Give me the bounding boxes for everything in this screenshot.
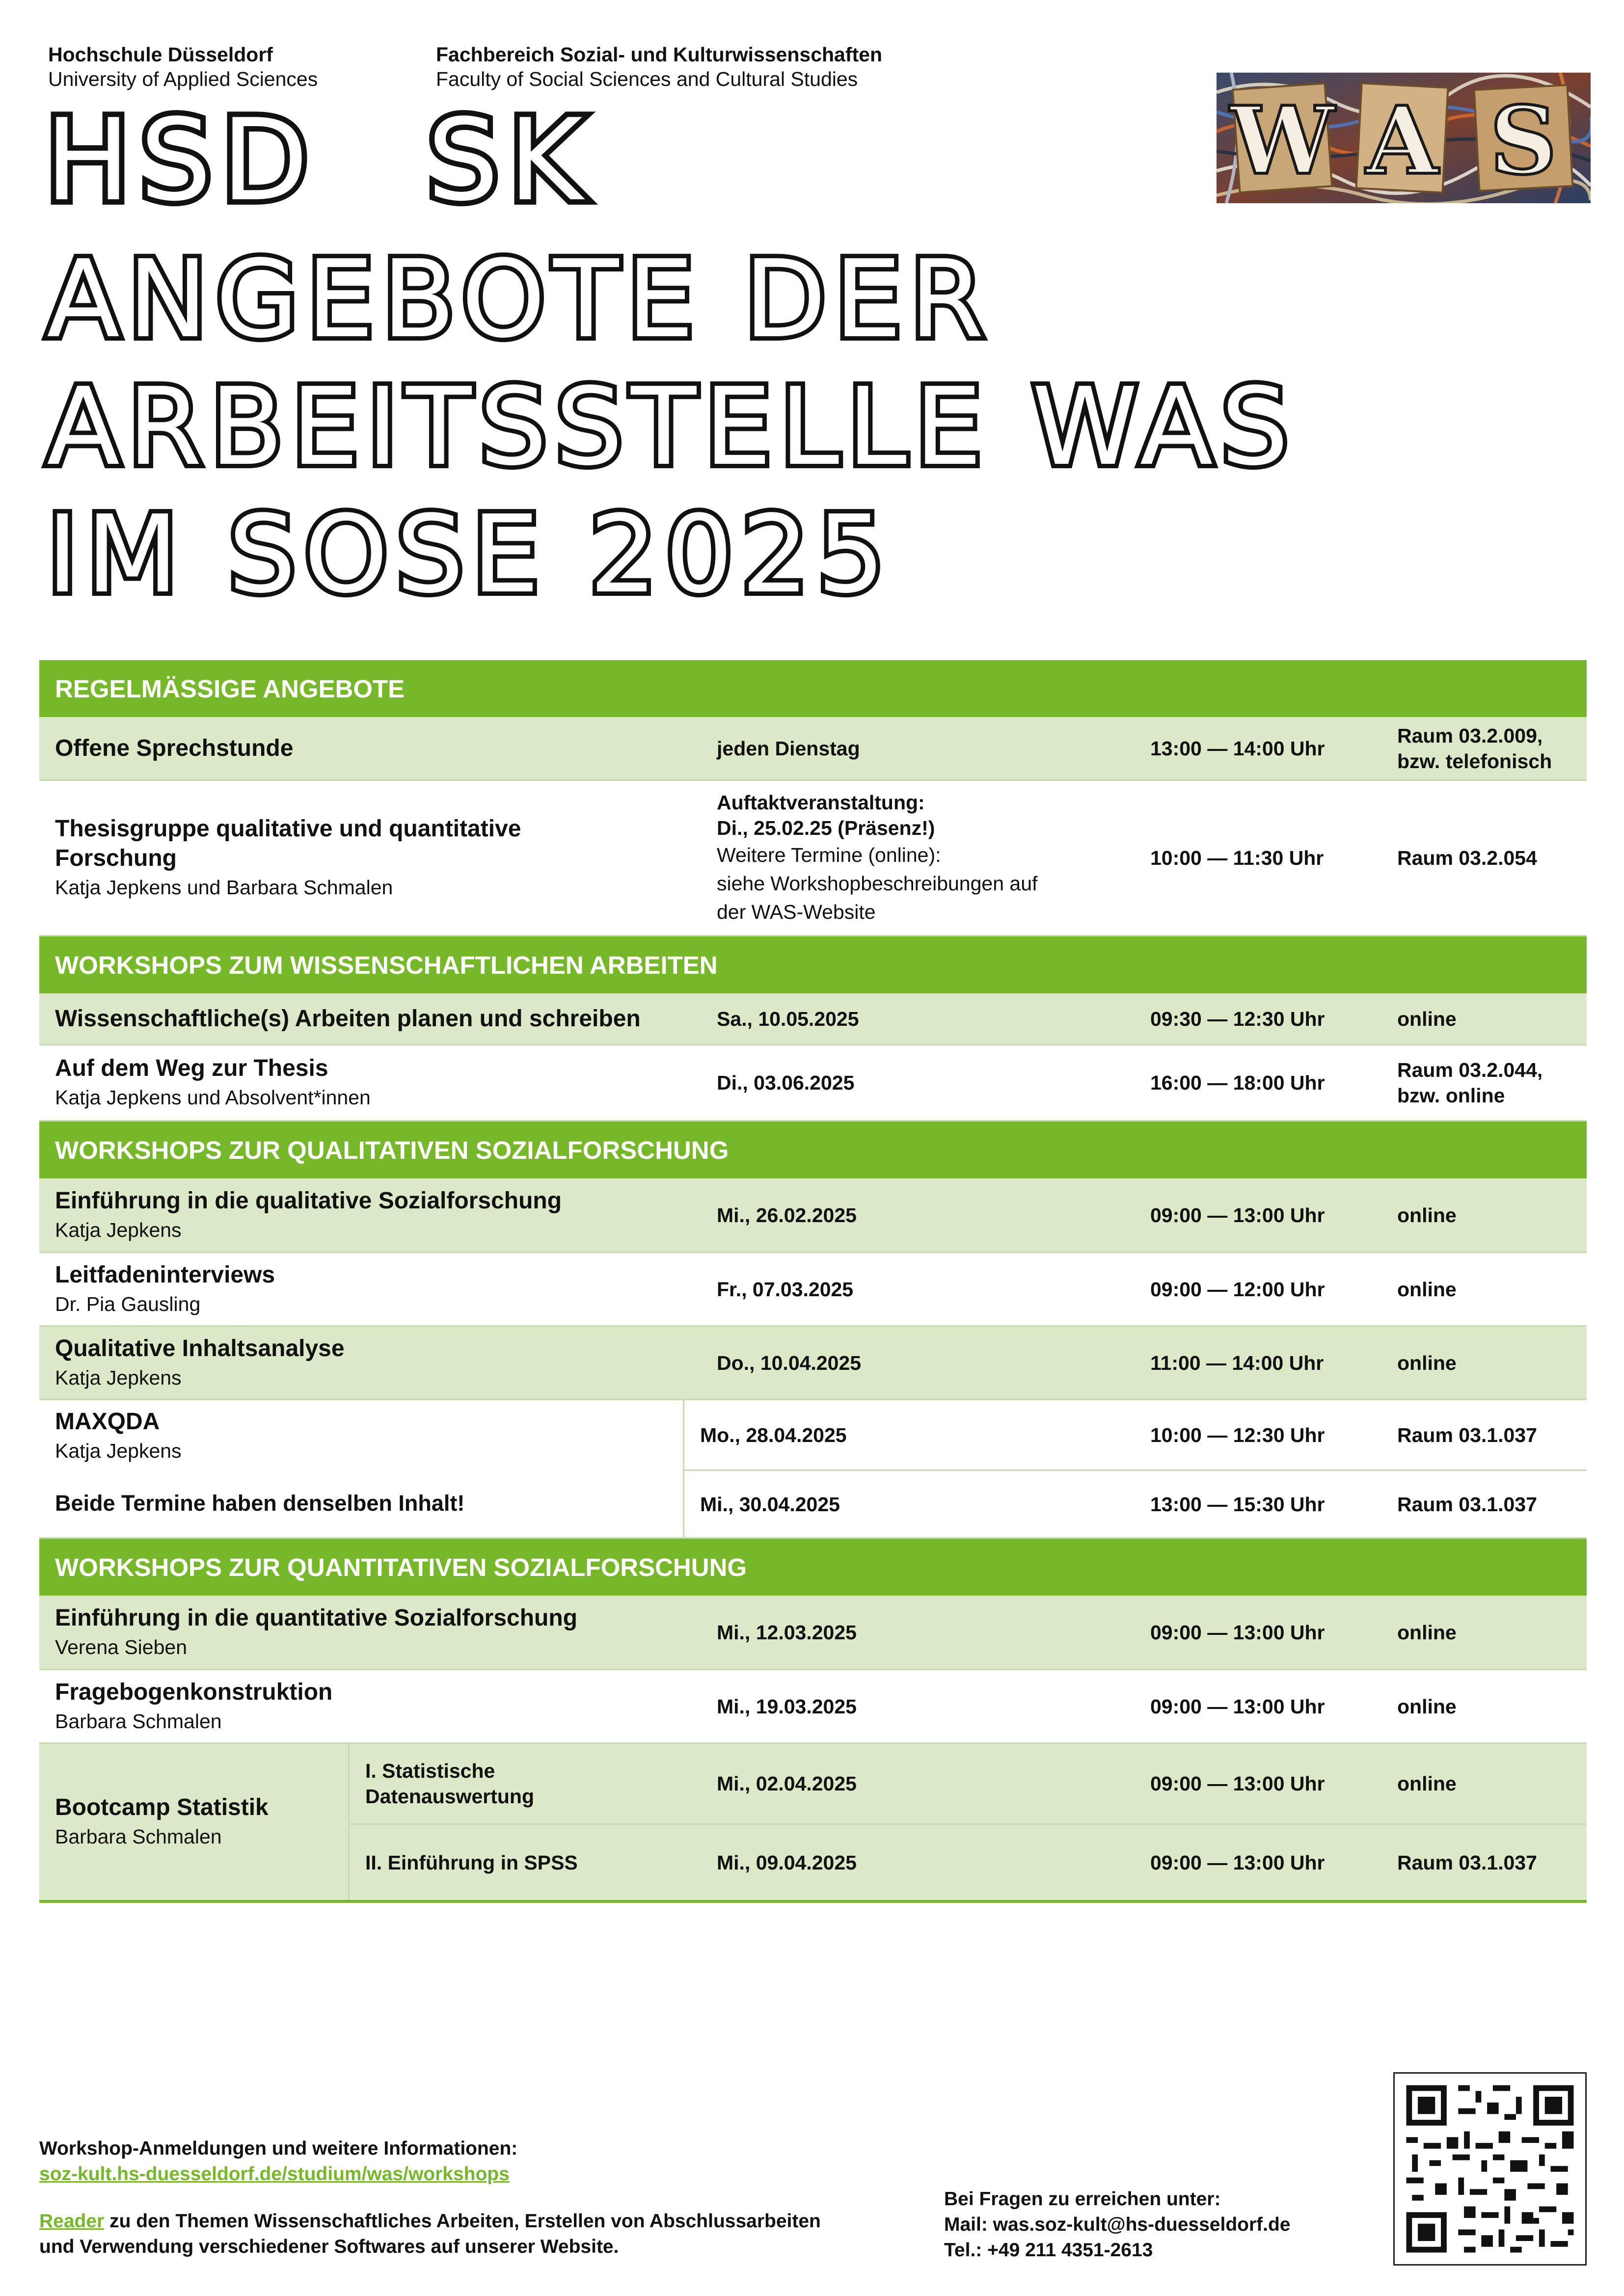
offers-table: [39, 660, 1587, 1903]
row-place: Raum 03.1.037: [1397, 1493, 1537, 1516]
row-title: MAXQDA: [55, 1409, 160, 1435]
row-date: Sa., 10.05.2025: [717, 1007, 859, 1030]
table-row-qual-intro: [39, 1178, 1587, 1253]
row-place: online: [1397, 1351, 1457, 1374]
row-place: online: [1397, 1278, 1457, 1301]
row-date-note-3: der WAS-Website: [717, 901, 876, 923]
reader-link[interactable]: Reader: [39, 2211, 105, 2232]
row-persons: Verena Sieben: [55, 1635, 188, 1658]
reader-text: zu den Themen Wissenschaftliches Arbeiten, Erstellen von Abschlussarbeiten: [104, 2211, 821, 2232]
title-line-3: IM SOSE 2025: [47, 493, 893, 617]
row-persons: Katja Jepkens: [55, 1440, 182, 1462]
row-place: online: [1397, 1203, 1457, 1227]
table-row-inhaltsanalyse: [39, 1327, 1587, 1400]
row-persons: Barbara Schmalen: [55, 1825, 222, 1848]
row-date-label: Auftaktveranstaltung:: [717, 791, 925, 814]
row-persons: Barbara Schmalen: [55, 1709, 222, 1733]
row-date: Mi., 19.03.2025: [717, 1695, 857, 1718]
row-part: I. Statistische: [365, 1760, 495, 1782]
table-row-weg-thesis: [39, 1045, 1587, 1121]
row-title: Thesisgruppe qualitative und quantitative: [55, 816, 521, 842]
row-time: 09:00 — 13:00 Uhr: [1150, 1772, 1325, 1795]
row-time: 09:00 — 12:00 Uhr: [1150, 1278, 1325, 1301]
row-time: 09:00 — 13:00 Uhr: [1150, 1695, 1325, 1718]
row-place-2: bzw. telefonisch: [1397, 749, 1552, 773]
row-date: Mi., 09.04.2025: [717, 1851, 857, 1874]
title-line-1: ANGEBOTE DER: [47, 238, 992, 362]
row-date: Mi., 26.02.2025: [717, 1203, 857, 1227]
was-logo-letter: A: [1366, 86, 1438, 195]
row-date: Mo., 28.04.2025: [700, 1423, 847, 1446]
row-place: Raum 03.1.037: [1397, 1423, 1537, 1446]
svg-text:W: W: [1230, 86, 1335, 195]
row-persons: Katja Jepkens und Absolvent*innen: [55, 1086, 371, 1109]
row-place: online: [1397, 1695, 1457, 1718]
row-time: 13:00 — 14:00 Uhr: [1150, 737, 1325, 760]
hsd-logo: HSD: [45, 95, 319, 226]
faculty-subtitle: Faculty of Social Sciences and Cultural Studies: [436, 68, 858, 90]
row-persons: Katja Jepkens: [55, 1218, 182, 1241]
row-title: Bootcamp Statistik: [55, 1794, 269, 1820]
row-time: 09:00 — 13:00 Uhr: [1150, 1621, 1325, 1644]
contact-phone[interactable]: Tel.: +49 211 4351-2613: [944, 2240, 1153, 2261]
row-time: 10:00 — 12:30 Uhr: [1150, 1423, 1325, 1446]
row-place: Raum 03.2.044,: [1397, 1059, 1543, 1081]
row-place: online: [1397, 1772, 1457, 1795]
row-title: Qualitative Inhaltsanalyse: [55, 1335, 345, 1362]
section-header-regular: REGELMÄSSIGE ANGEBOTE: [39, 660, 1587, 717]
row-part: II. Einführung in SPSS: [365, 1851, 578, 1874]
section-header-qual: WORKSHOPS ZUR QUALITATIVEN SOZIALFORSCHUNG: [39, 1121, 1587, 1178]
row-title-2: Forschung: [55, 845, 177, 871]
row-place: Raum 03.2.009,: [1397, 724, 1543, 747]
row-persons: Katja Jepkens und Barbara Schmalen: [55, 876, 393, 899]
row-title: Auf dem Weg zur Thesis: [55, 1055, 328, 1081]
table-row-fragebogen: [39, 1670, 1587, 1744]
table-row-thesisgruppe: [39, 781, 1587, 936]
reader-text-2: und Verwendung verschiedener Softwares auf unserer Website.: [39, 2236, 619, 2257]
university-name: Hochschule Düsseldorf: [48, 43, 273, 66]
contact-mail[interactable]: Mail: was.soz-kult@hs-duesseldorf.de: [944, 2214, 1291, 2235]
row-persons: Katja Jepkens: [55, 1366, 182, 1389]
row-time: 11:00 — 14:00 Uhr: [1150, 1351, 1324, 1374]
table-row-planen: [39, 993, 1587, 1045]
row-date: Do., 10.04.2025: [717, 1351, 862, 1374]
row-date: Mi., 02.04.2025: [717, 1772, 857, 1795]
table-row-sprechstunde: [39, 717, 1587, 781]
row-date: Di., 03.06.2025: [717, 1071, 855, 1094]
row-title: Wissenschaftliche(s) Arbeiten planen und schreiben: [55, 1005, 641, 1032]
was-logo-image: [1217, 73, 1591, 203]
row-title: Einführung in die quantitative Sozialforschung: [55, 1604, 578, 1631]
row-date: Fr., 07.03.2025: [717, 1278, 854, 1301]
qr-code[interactable]: [1393, 2072, 1587, 2266]
row-place-2: bzw. online: [1397, 1084, 1505, 1107]
row-title: Einführung in die qualitative Sozialforschung: [55, 1187, 562, 1214]
row-place: online: [1397, 1621, 1457, 1644]
table-row-maxqda: [39, 1400, 1587, 1539]
section-header-wiss: WORKSHOPS ZUM WISSENSCHAFTLICHEN ARBEITEN: [39, 936, 1587, 993]
footer-info: [39, 2136, 947, 2260]
row-time: 09:00 — 13:00 Uhr: [1150, 1851, 1325, 1874]
row-note: Beide Termine haben denselben Inhalt!: [55, 1491, 465, 1516]
footer-contact: [944, 2187, 1291, 2263]
contact-label: Bei Fragen zu erreichen unter:: [944, 2189, 1221, 2210]
row-time: 13:00 — 15:30 Uhr: [1150, 1493, 1325, 1516]
faculty-name-block: [436, 42, 882, 91]
university-name-block: [48, 42, 318, 91]
sk-logo: SK: [427, 95, 593, 226]
qr-code-icon: [1395, 2074, 1585, 2264]
row-date-note-2: siehe Workshopbeschreibungen auf: [717, 872, 1038, 895]
bootcamp-part-2: [350, 1825, 1587, 1900]
table-row-quant-intro: [39, 1596, 1587, 1670]
row-date: Di., 25.02.25 (Präsenz!): [717, 817, 935, 839]
row-title: Leitfadeninterviews: [55, 1261, 275, 1288]
table-row-bootcamp: [39, 1744, 1587, 1900]
table-bottom-rule: [39, 1900, 1587, 1903]
was-logo: [1217, 73, 1591, 203]
row-title: Offene Sprechstunde: [55, 735, 294, 761]
workshops-link[interactable]: soz-kult.hs-duesseldorf.de/studium/was/workshops: [39, 2163, 510, 2185]
maxqda-termin-2: [684, 1471, 1587, 1537]
row-date: Mi., 12.03.2025: [717, 1621, 857, 1644]
row-place: Raum 03.2.054: [1397, 847, 1537, 869]
university-subtitle: University of Applied Sciences: [48, 68, 318, 90]
row-persons: Dr. Pia Gausling: [55, 1292, 201, 1315]
row-place: online: [1397, 1007, 1457, 1030]
row-time: 09:30 — 12:30 Uhr: [1150, 1007, 1325, 1030]
row-time: 09:00 — 13:00 Uhr: [1150, 1203, 1325, 1227]
row-place: Raum 03.1.037: [1397, 1851, 1537, 1874]
row-part-2: Datenauswertung: [365, 1785, 534, 1808]
title-line-2: ARBEITSSTELLE WAS: [47, 365, 1297, 489]
row-time: 10:00 — 11:30 Uhr: [1150, 847, 1324, 869]
maxqda-termin-1: [684, 1400, 1587, 1471]
row-time: 16:00 — 18:00 Uhr: [1150, 1071, 1325, 1094]
section-header-quant: WORKSHOPS ZUR QUANTITATIVEN SOZIALFORSCHUNG: [39, 1539, 1587, 1596]
was-logo-letter: S: [1489, 86, 1557, 195]
row-title: Fragebogenkonstruktion: [55, 1679, 333, 1705]
info-label: Workshop-Anmeldungen und weitere Informationen:: [39, 2138, 518, 2159]
bootcamp-part-1: [350, 1744, 1587, 1825]
row-date-note: Weitere Termine (online):: [717, 844, 941, 866]
faculty-name: Fachbereich Sozial- und Kulturwissenschaften: [436, 43, 883, 66]
row-date: jeden Dienstag: [717, 737, 860, 760]
row-date: Mi., 30.04.2025: [700, 1493, 840, 1516]
table-row-leitfaden: [39, 1253, 1587, 1327]
